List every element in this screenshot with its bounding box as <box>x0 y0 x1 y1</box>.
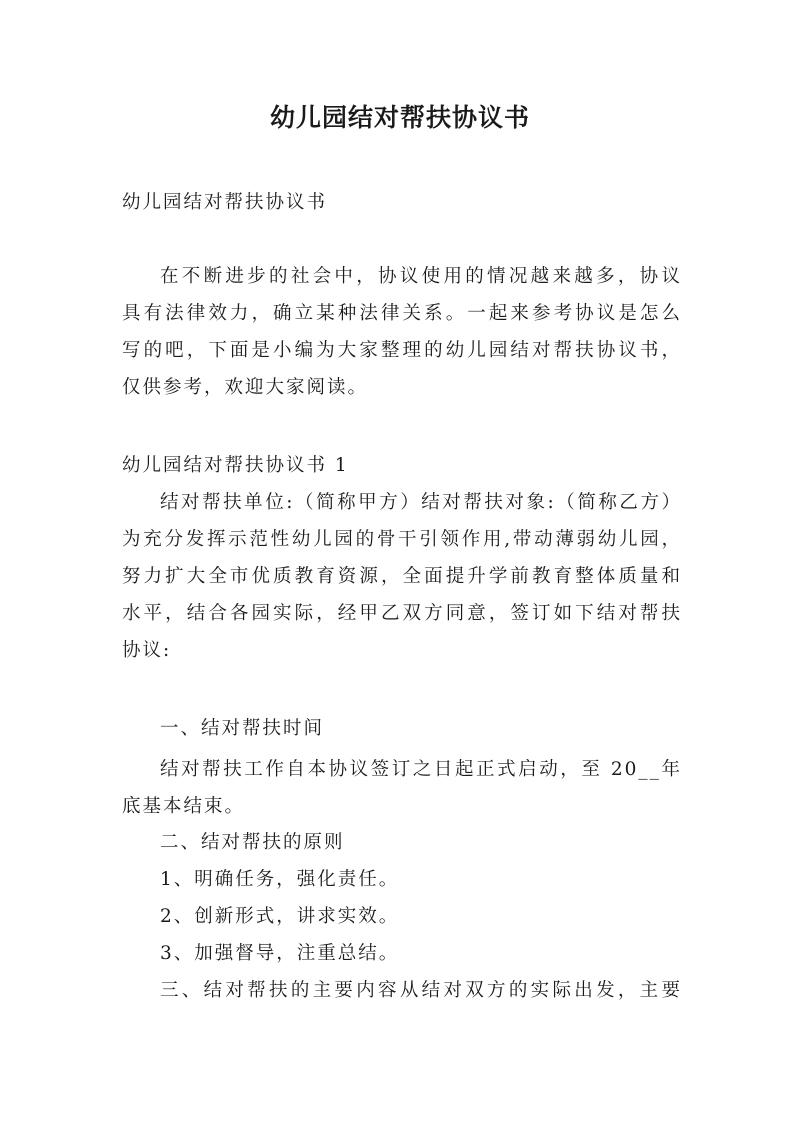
principle-2: 2、创新形式，讲求实效。 <box>160 906 400 927</box>
item1-line-1: 结对帮扶工作自本协议签订之日起正式启动，至 20__年 <box>160 759 682 780</box>
principle-1: 1、明确任务，强化责任。 <box>160 869 400 890</box>
item3-line: 三、结对帮扶的主要内容从结对双方的实际出发，主要 <box>160 980 682 1001</box>
item1-heading: 一、结对帮扶时间 <box>160 718 325 739</box>
intro-line-2: 具有法律效力，确立某种法律关系。一起来参考协议是怎么 <box>122 303 682 324</box>
intro-line-4: 仅供参考，欢迎大家阅读。 <box>122 377 369 398</box>
intro-line-3: 写的吧，下面是小编为大家整理的幼儿园结对帮扶协议书， <box>122 340 682 361</box>
intro-line-1: 在不断进步的社会中，协议使用的情况越来越多，协议 <box>160 266 682 287</box>
item1-line-2: 底基本结束。 <box>122 796 246 817</box>
principle-3: 3、加强督导，注重总结。 <box>160 943 400 964</box>
para1-line-5: 协议: <box>122 640 172 661</box>
document-title: 幼儿园结对帮扶协议书 <box>269 103 530 132</box>
document-subtitle: 幼儿园结对帮扶协议书 <box>122 192 328 213</box>
para1-line-4: 水平，结合各园实际，经甲乙双方同意，签订如下结对帮扶 <box>122 603 682 624</box>
para1-line-3: 努力扩大全市优质教育资源，全面提升学前教育整体质量和 <box>122 566 682 587</box>
para1-line-2: 为充分发挥示范性幼儿园的骨干引领作用,带动薄弱幼儿园， <box>122 529 682 550</box>
para1-line-1: 结对帮扶单位:（简称甲方）结对帮扶对象:（简称乙方） <box>160 492 682 513</box>
section-heading: 幼儿园结对帮扶协议书 1 <box>122 455 349 476</box>
item2-heading: 二、结对帮扶的原则 <box>160 832 345 853</box>
